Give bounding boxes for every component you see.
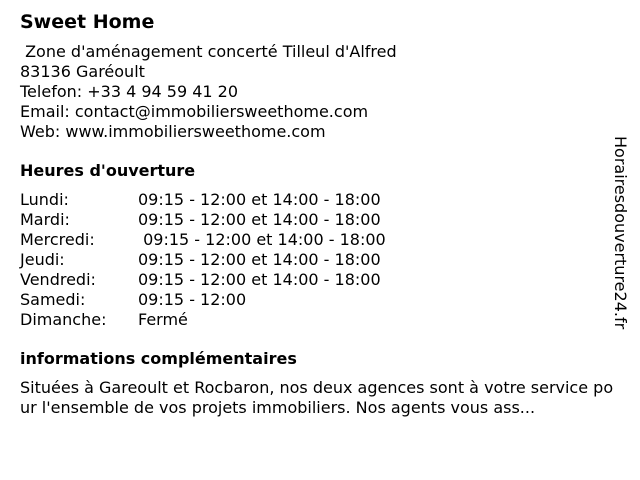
day-hours: 09:15 - 12:00: [138, 290, 247, 309]
day-label: Mercredi:: [20, 230, 95, 249]
opening-hours-table: [20, 190, 620, 330]
day-hours: 09:15 - 12:00 et 14:00 - 18:00: [138, 210, 381, 229]
day-hours: Fermé: [138, 310, 188, 329]
hours-row-tuesday: [20, 210, 620, 230]
site-watermark: Horairesdouverture24.fr: [611, 136, 630, 330]
day-hours: 09:15 - 12:00 et 14:00 - 18:00: [138, 250, 381, 269]
web-line[interactable]: Web: www.immobiliersweethome.com: [20, 122, 326, 141]
email-line[interactable]: Email: contact@immobiliersweethome.com: [20, 102, 369, 121]
day-label: Lundi:: [20, 190, 69, 209]
hours-row-wednesday: [20, 230, 620, 250]
hours-row-thursday: [20, 250, 620, 270]
business-name: Sweet Home: [20, 11, 155, 33]
city-line: 83136 Garéoult: [20, 62, 145, 81]
day-label: Jeudi:: [20, 250, 65, 269]
day-hours: 09:15 - 12:00 et 14:00 - 18:00: [138, 190, 381, 209]
day-hours: 09:15 - 12:00 et 14:00 - 18:00: [138, 270, 381, 289]
hours-row-sunday: [20, 310, 620, 330]
business-card: [20, 10, 620, 418]
hours-row-friday: [20, 270, 620, 290]
hours-row-monday: [20, 190, 620, 210]
address-line: Zone d'aménagement concerté Tilleul d'Alfred: [20, 42, 397, 61]
day-label: Mardi:: [20, 210, 70, 229]
phone-line[interactable]: Telefon: +33 4 94 59 41 20: [20, 82, 239, 101]
additional-info-heading: informations complémentaires: [20, 349, 297, 368]
day-hours: 09:15 - 12:00 et 14:00 - 18:00: [138, 230, 386, 249]
day-label: Samedi:: [20, 290, 86, 309]
opening-hours-heading: Heures d'ouverture: [20, 161, 196, 180]
day-label: Vendredi:: [20, 270, 96, 289]
hours-row-saturday: [20, 290, 620, 310]
day-label: Dimanche:: [20, 310, 107, 329]
additional-info-text: Situées à Gareoult et Rocbaron, nos deux agences sont à votre service pour l'ensemble de vos projets immobiliers. Nos agents vous ass...: [20, 378, 614, 417]
